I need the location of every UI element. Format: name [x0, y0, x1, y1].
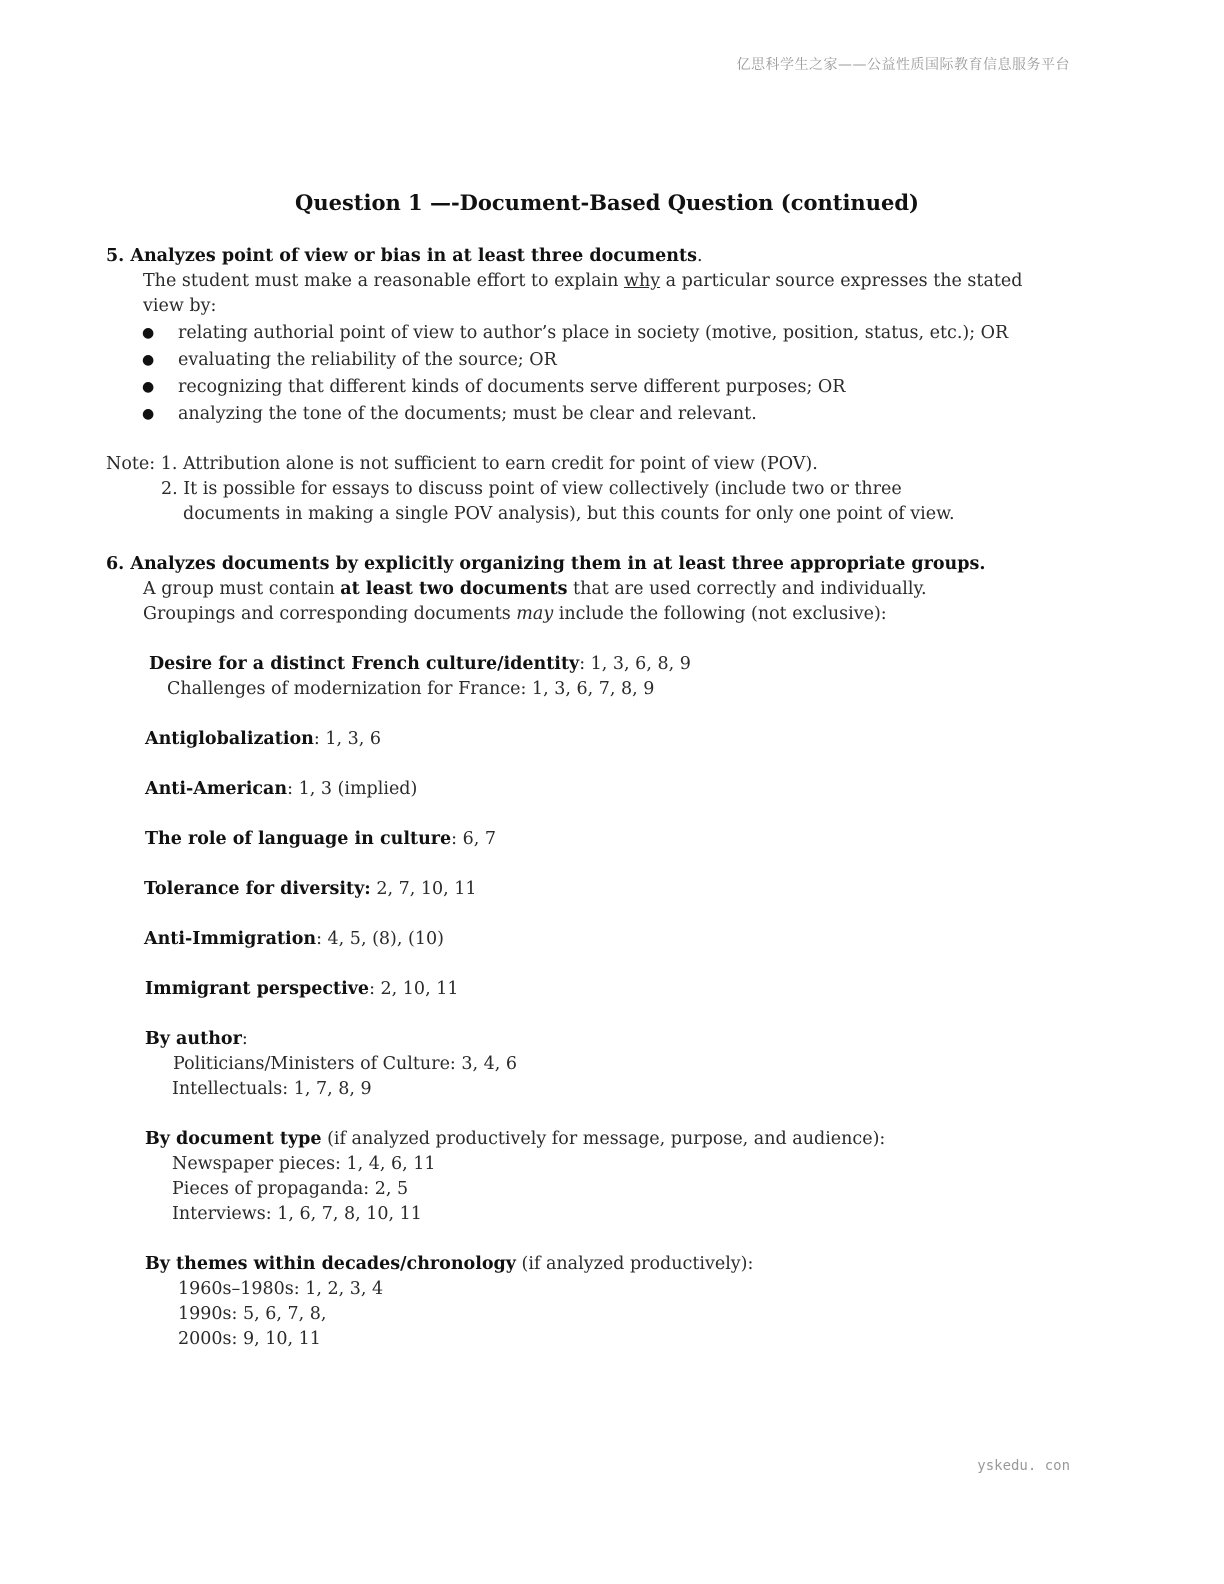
group-docs: : 2, 10, 11: [369, 979, 459, 999]
header-watermark: 亿思科学生之家——公益性质国际教育信息服务平台: [736, 57, 1070, 73]
group-immigrant-perspective: [145, 977, 458, 1001]
subgroup-newspaper: Newspaper pieces: 1, 4, 6, 11: [172, 1154, 436, 1174]
section6-line2: [143, 602, 887, 626]
group-docs: (if analyzed productively for message, purpose, and audience):: [321, 1129, 886, 1149]
group-by-document-type: [145, 1127, 885, 1151]
group-docs: : 4, 5, (8), (10): [316, 929, 444, 949]
group-docs: 2, 7, 10, 11: [370, 879, 477, 899]
group-tolerance-diversity: [144, 877, 477, 901]
group-label: By author: [145, 1029, 242, 1049]
section5-heading: 5. Analyzes point of view or bias in at least three documents: [106, 246, 697, 266]
bullet-icon: ●: [142, 352, 155, 368]
footer-site: yskedu. con: [977, 1458, 1070, 1474]
group-docs: : 1, 3, 6: [313, 729, 381, 749]
groupings-part2: include the following (not exclusive):: [553, 604, 887, 624]
group-label: By themes within decades/chronology: [145, 1254, 516, 1274]
group-label: Antiglobalization: [145, 729, 314, 749]
group-label: The role of language in culture: [145, 829, 452, 849]
section5-bullet-3: recognizing that different kinds of documents serve different purposes; OR: [178, 377, 846, 397]
note-2-line2: documents in making a single POV analysis), but this counts for only one point of view.: [183, 504, 955, 524]
group-by-themes-decades: [145, 1252, 753, 1276]
group-rule-part1: A group must contain: [143, 579, 341, 599]
group-label: Anti-Immigration: [144, 929, 317, 949]
intro-underlined-why: why: [623, 271, 661, 291]
section5-bullet-4: analyzing the tone of the documents; must be clear and relevant.: [178, 404, 757, 424]
section5-heading-line: [106, 244, 703, 268]
section5-bullet-2: evaluating the reliability of the source; OR: [178, 350, 557, 370]
bullet-icon: ●: [142, 325, 155, 341]
subgroup-2000s: 2000s: 9, 10, 11: [178, 1329, 321, 1349]
group-label: Tolerance for diversity:: [144, 879, 371, 899]
section5-intro-line1: [143, 269, 1022, 293]
section5-bullet-1: relating authorial point of view to author’s place in society (motive, position, status, etc.); OR: [178, 323, 1009, 343]
group-docs: : 1, 3 (implied): [287, 779, 418, 799]
group-docs: : 6, 7: [451, 829, 497, 849]
group-label: By document type: [145, 1129, 322, 1149]
group-language-culture: [145, 827, 496, 851]
group-anti-american: [145, 777, 417, 801]
group-rule-part2: that are used correctly and individually.: [567, 579, 927, 599]
group-label: Desire for a distinct French culture/identity: [149, 654, 580, 674]
subgroup-modernization: Challenges of modernization for France: 1, 3, 6, 7, 8, 9: [167, 679, 655, 699]
subgroup-politicians: Politicians/Ministers of Culture: 3, 4, 6: [173, 1054, 518, 1074]
section6-heading: 6. Analyzes documents by explicitly organizing them in at least three appropriate groups.: [106, 554, 986, 574]
group-french-identity: [149, 652, 691, 676]
group-docs: :: [241, 1029, 248, 1049]
group-anti-immigration: [144, 927, 444, 951]
groupings-italic-may: may: [516, 604, 554, 624]
section5-heading-end: .: [696, 246, 703, 266]
intro-text-part2: a particular source expresses the stated: [660, 271, 1023, 291]
group-docs: (if analyzed productively):: [515, 1254, 754, 1274]
intro-text-part1: The student must make a reasonable effort to explain: [143, 271, 624, 291]
group-by-author: [145, 1027, 248, 1051]
subgroup-1990s: 1990s: 5, 6, 7, 8,: [178, 1304, 327, 1324]
group-rule-bold: at least two documents: [340, 579, 568, 599]
groupings-part1: Groupings and corresponding documents: [143, 604, 517, 624]
section6-line1: [143, 577, 927, 601]
subgroup-1960s-1980s: 1960s–1980s: 1, 2, 3, 4: [178, 1279, 384, 1299]
group-label: Anti-American: [145, 779, 288, 799]
note-2-line1: 2. It is possible for essays to discuss point of view collectively (include two or three: [161, 479, 902, 499]
subgroup-intellectuals: Intellectuals: 1, 7, 8, 9: [172, 1079, 372, 1099]
bullet-icon: ●: [142, 379, 155, 395]
bullet-icon: ●: [142, 406, 155, 422]
section5-intro-line2: view by:: [143, 296, 217, 316]
group-antiglobalization: [145, 727, 381, 751]
subgroup-propaganda: Pieces of propaganda: 2, 5: [172, 1179, 409, 1199]
page-title: Question 1 —-Document-Based Question (continued): [295, 190, 919, 215]
group-label: Immigrant perspective: [145, 979, 370, 999]
note-1: Note: 1. Attribution alone is not sufficient to earn credit for point of view (POV).: [106, 454, 818, 474]
group-docs: : 1, 3, 6, 8, 9: [579, 654, 691, 674]
subgroup-interviews: Interviews: 1, 6, 7, 8, 10, 11: [172, 1204, 422, 1224]
